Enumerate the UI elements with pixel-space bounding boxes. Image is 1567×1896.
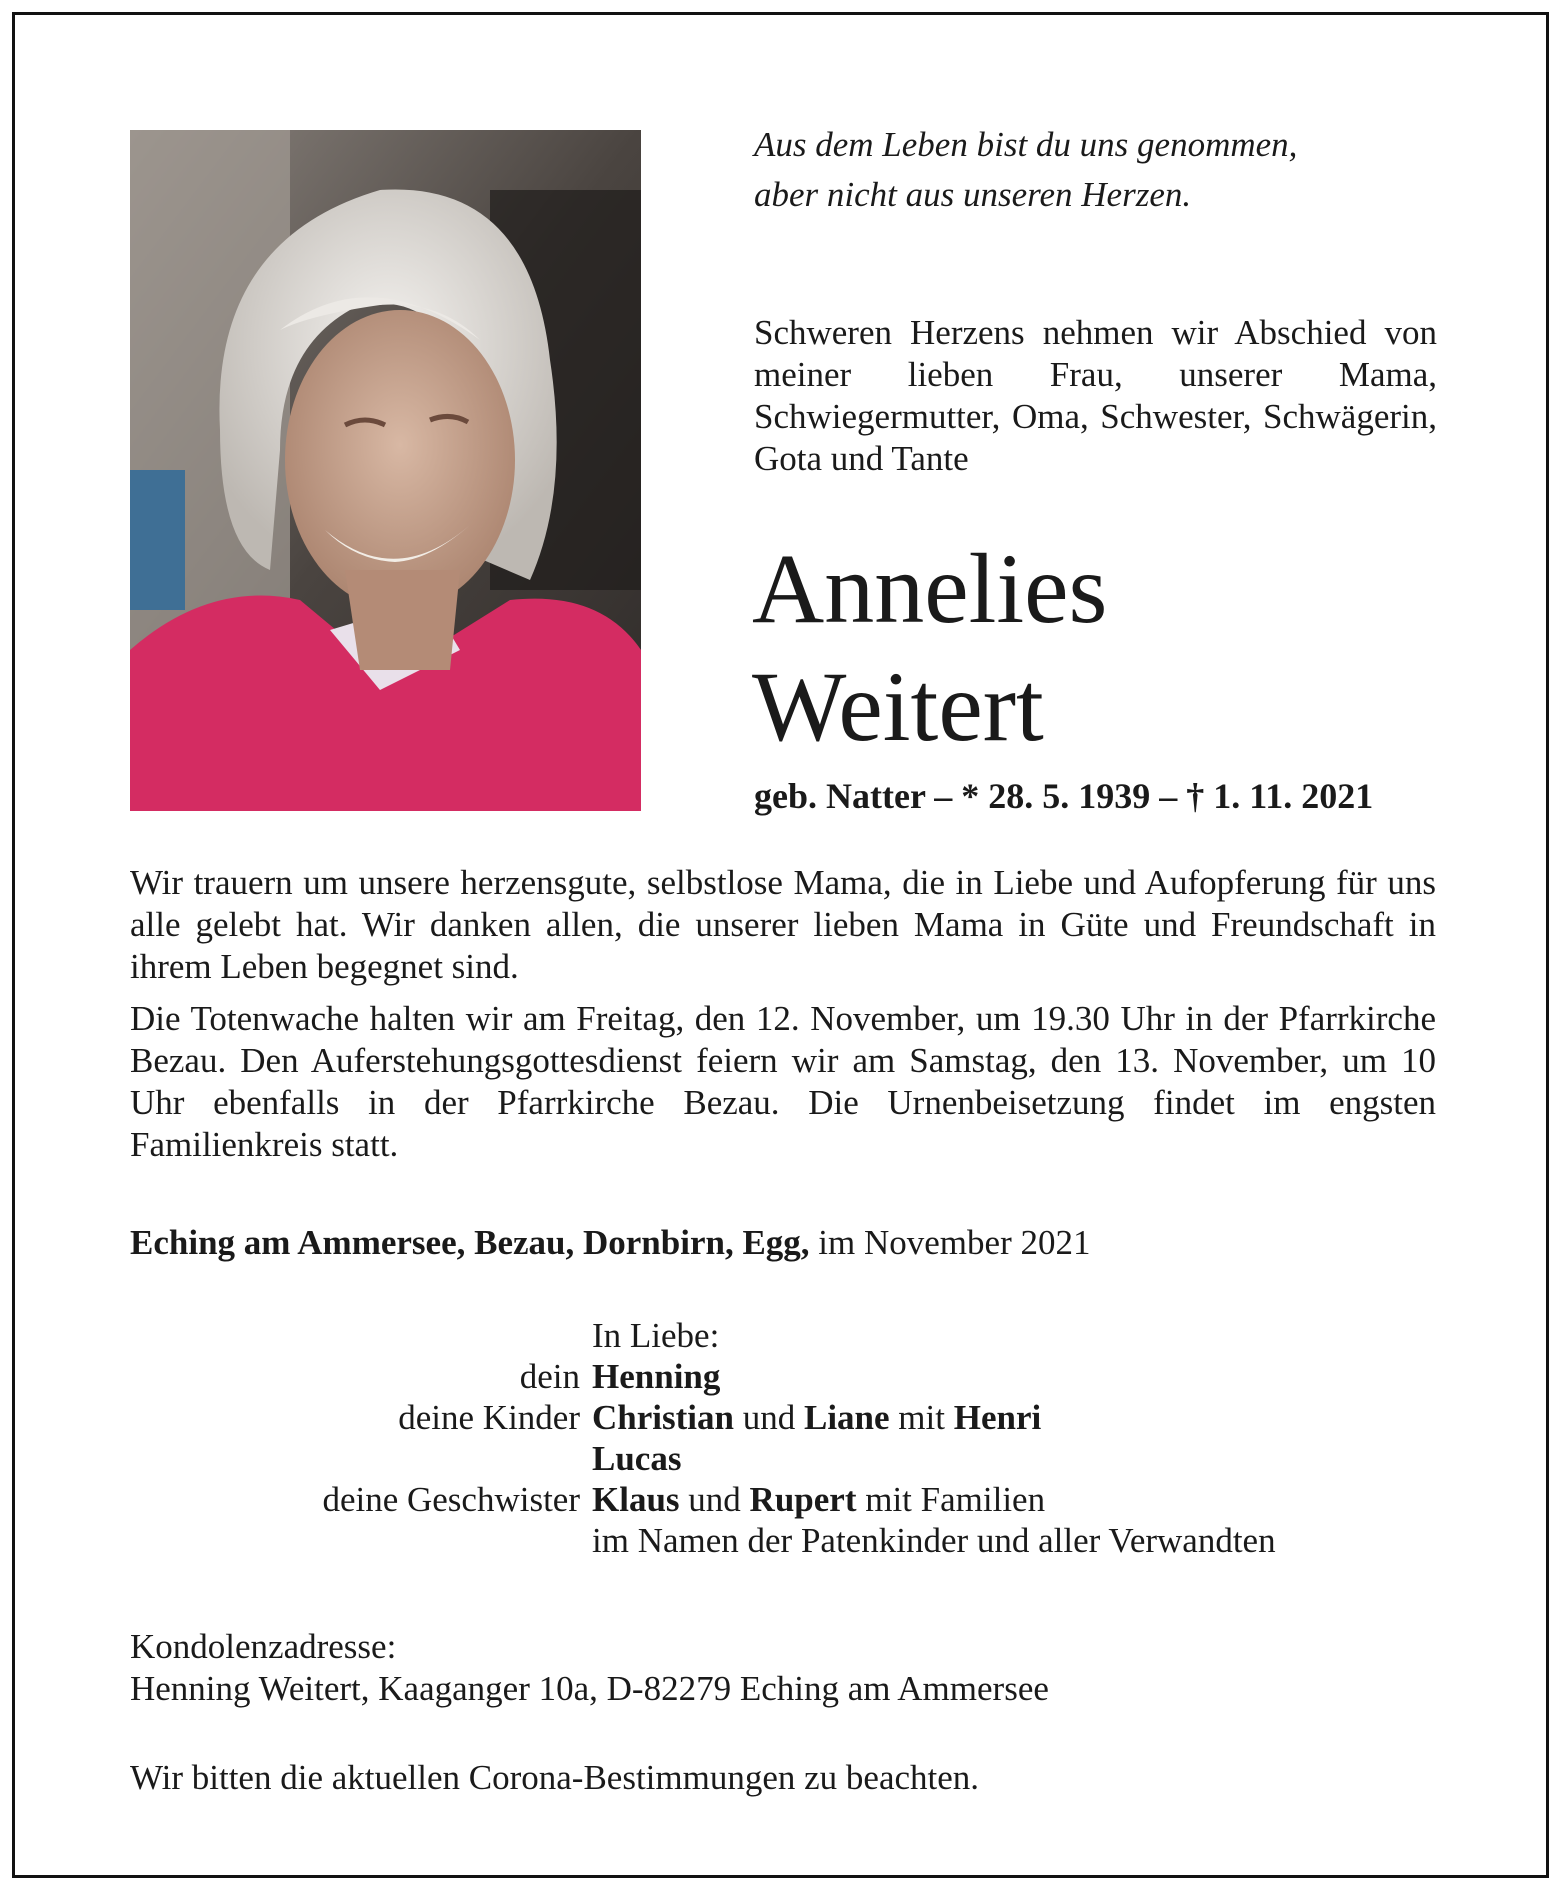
signoff-spouse-row	[130, 1356, 1436, 1397]
spouse-name: Henning	[592, 1357, 721, 1396]
condolence-address-text: Henning Weitert, Kaaganger 10a, D-82279 Eching am Ammersee	[130, 1669, 1049, 1708]
signoff-heading-row	[130, 1315, 1436, 1356]
preposition-2: mit Familien	[856, 1480, 1046, 1519]
places-date: im November 2021	[809, 1223, 1091, 1262]
signoff-closing-row	[130, 1520, 1436, 1561]
signoff-heading: In Liebe:	[592, 1316, 720, 1355]
corona-notice: Wir bitten die aktuellen Corona-Bestimmungen zu beachten.	[130, 1758, 980, 1797]
child-name-1: Christian	[592, 1398, 734, 1437]
places-locations: Eching am Ammersee, Bezau, Dornbirn, Egg,	[130, 1223, 810, 1262]
signoff-children-row	[130, 1397, 1436, 1438]
spouse-label: dein	[519, 1357, 580, 1396]
conjunction-2: und	[679, 1480, 750, 1519]
motto-quote	[754, 120, 1474, 220]
grandchild-name-1: Henri	[953, 1398, 1042, 1437]
children-label: deine Kinder	[398, 1398, 580, 1437]
condolence-label: Kondolenzadresse:	[130, 1627, 397, 1666]
life-dates: geb. Natter – * 28. 5. 1939 – † 1. 11. 2021	[754, 776, 1374, 816]
signoff-closing: im Namen der Patenkinder und aller Verwandten	[592, 1521, 1276, 1560]
last-name: Weitert	[752, 651, 1044, 762]
signoff-grandchild-row	[130, 1438, 1436, 1479]
motto-line-1: Aus dem Leben bist du uns genommen,	[754, 125, 1298, 164]
siblings-label: deine Geschwister	[322, 1480, 580, 1519]
body-text	[130, 862, 1436, 1176]
sibling-name-1: Klaus	[592, 1480, 680, 1519]
child-name-2: Liane	[803, 1398, 890, 1437]
motto-line-2: aber nicht aus unseren Herzen.	[754, 175, 1192, 214]
places-line	[130, 1222, 1436, 1264]
first-name: Annelies	[752, 533, 1108, 644]
body-paragraph-2: Die Totenwache halten wir am Freitag, den 12. November, um 19.30 Uhr in der Pfarrkirche Bezau. Den Auferstehungsgottesdienst feiern wir am Samstag, den 13. November, um 10 Uhr ebenfalls in der Pfarrkirche Bezau. Die Urnenbeisetzung findet im engsten Familienkreis statt.	[130, 999, 1436, 1164]
intro-text: Schweren Herzens nehmen wir Abschied von meiner lieben Frau, unserer Mama, Schwiegermutter, Oma, Schwester, Schwägerin, Gota und Tante	[754, 313, 1437, 478]
signoff-siblings-row	[130, 1479, 1436, 1520]
body-paragraph-1: Wir trauern um unsere herzensgute, selbstlose Mama, die in Liebe und Aufopferung für uns alle gelebt hat. Wir danken allen, die unserer lieben Mama in Güte und Freundschaft in ihrem Leben begegnet sind.	[130, 863, 1436, 986]
conjunction-1: und	[733, 1398, 804, 1437]
grandchild-name-2: Lucas	[592, 1439, 682, 1478]
condolence-address	[130, 1626, 1436, 1710]
deceased-name	[752, 530, 1532, 766]
signoff	[130, 1315, 1436, 1561]
sibling-name-2: Rupert	[749, 1480, 857, 1519]
portrait-photo	[130, 130, 641, 811]
preposition-1: mit	[889, 1398, 954, 1437]
